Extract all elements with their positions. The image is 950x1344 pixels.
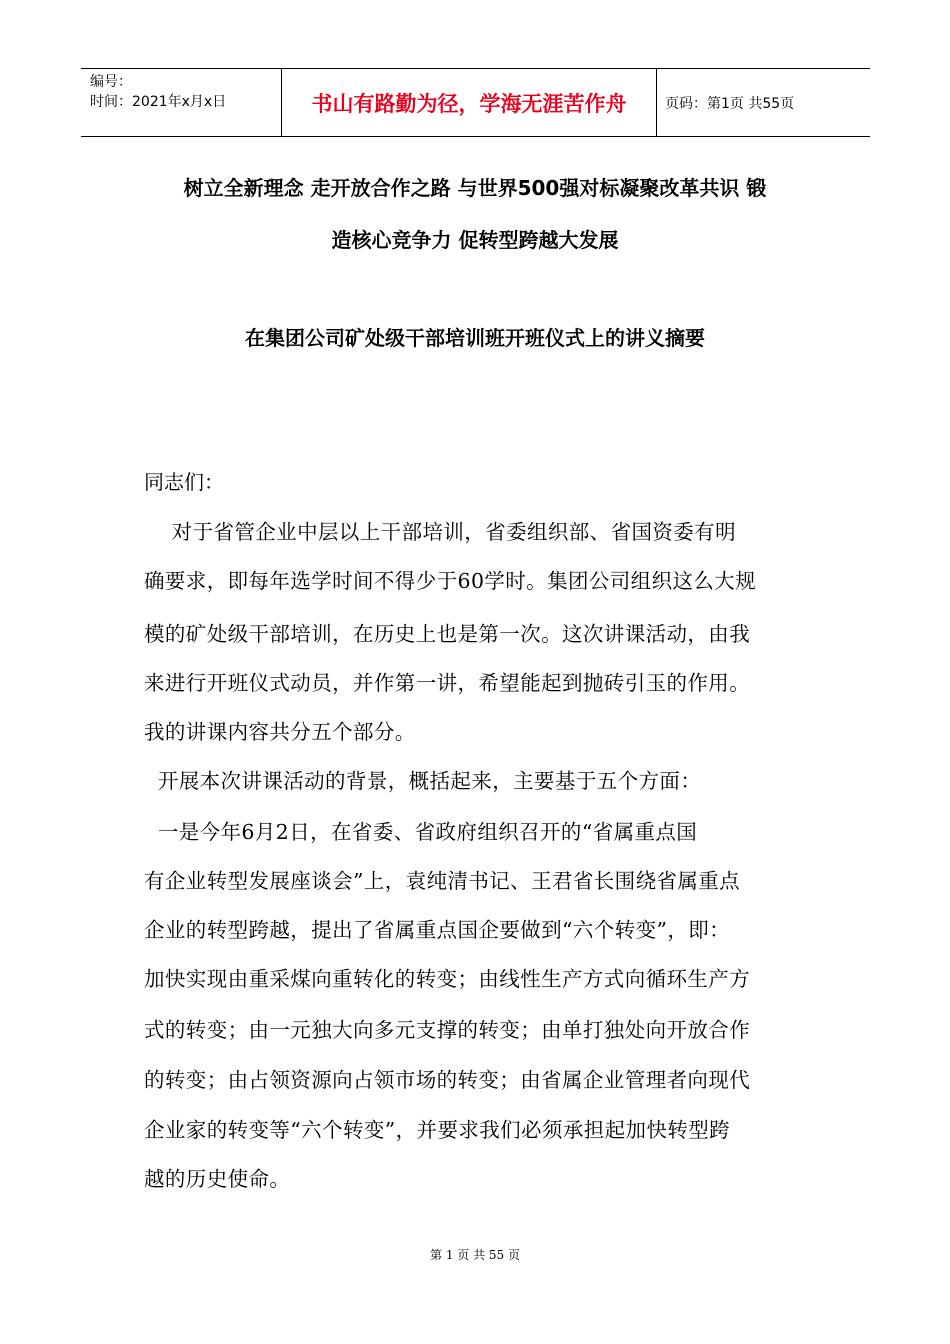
document-header [81,68,870,137]
header-page-info: 页码：第1页 共55页 [665,95,795,112]
body-line: 我的讲课内容共分五个部分。 [144,720,416,744]
body-line: 加快实现由重采煤向重转化的转变；由线性生产方式向循环生产方 [144,967,751,991]
body-line: 对于省管企业中层以上干部培训，省委组织部、省国资委有明 [144,520,736,544]
body-line: 模的矿处级干部培训，在历史上也是第一次。这次讲课活动，由我 [144,622,751,646]
document-number-label: 编号： [90,74,132,90]
salutation: 同志们： [144,470,224,494]
body-line: 确要求，即每年选学时间不得少于60学时。集团公司组织这么大规 [144,569,757,593]
body-line: 的转变；由占领资源向占领市场的转变；由省属企业管理者向现代 [144,1068,751,1092]
body-line: 有企业转型发展座谈会”上，袁纯清书记、王君省长围绕省属重点 [144,869,741,893]
body-line: 企业家的转变等“六个转变”，并要求我们必须承担起加快转型跨 [144,1118,731,1142]
body-line: 企业的转型跨越，提出了省属重点国企要做到“六个转变”，即： [144,918,731,942]
document-date: 时间：2021年x月x日 [90,94,227,110]
body-line: 一是今年6月2日，在省委、省政府组织召开的“省属重点国 [144,820,698,844]
body-line: 越的历史使命。 [144,1167,291,1191]
subtitle: 在集团公司矿处级干部培训班开班仪式上的讲义摘要 [245,326,705,350]
body-line: 式的转变；由一元独大向多元支撑的转变；由单打独处向开放合作 [144,1018,751,1042]
body-line: 来进行开班仪式动员，并作第一讲，希望能起到抛砖引玉的作用。 [144,671,751,695]
page-footer: 第 1 页 共 55 页 [430,1248,520,1262]
title-line-2: 造核心竞争力 促转型跨越大发展 [331,228,619,252]
header-motto: 书山有路勤为径，学海无涯苦作舟 [311,91,627,116]
body-line: 开展本次讲课活动的背景，概括起来，主要基于五个方面： [144,769,702,793]
header-meta [90,72,226,112]
title-line-1: 树立全新理念 走开放合作之路 与世界500强对标凝聚改革共识 锻 [183,176,767,200]
header-divider [656,69,657,136]
